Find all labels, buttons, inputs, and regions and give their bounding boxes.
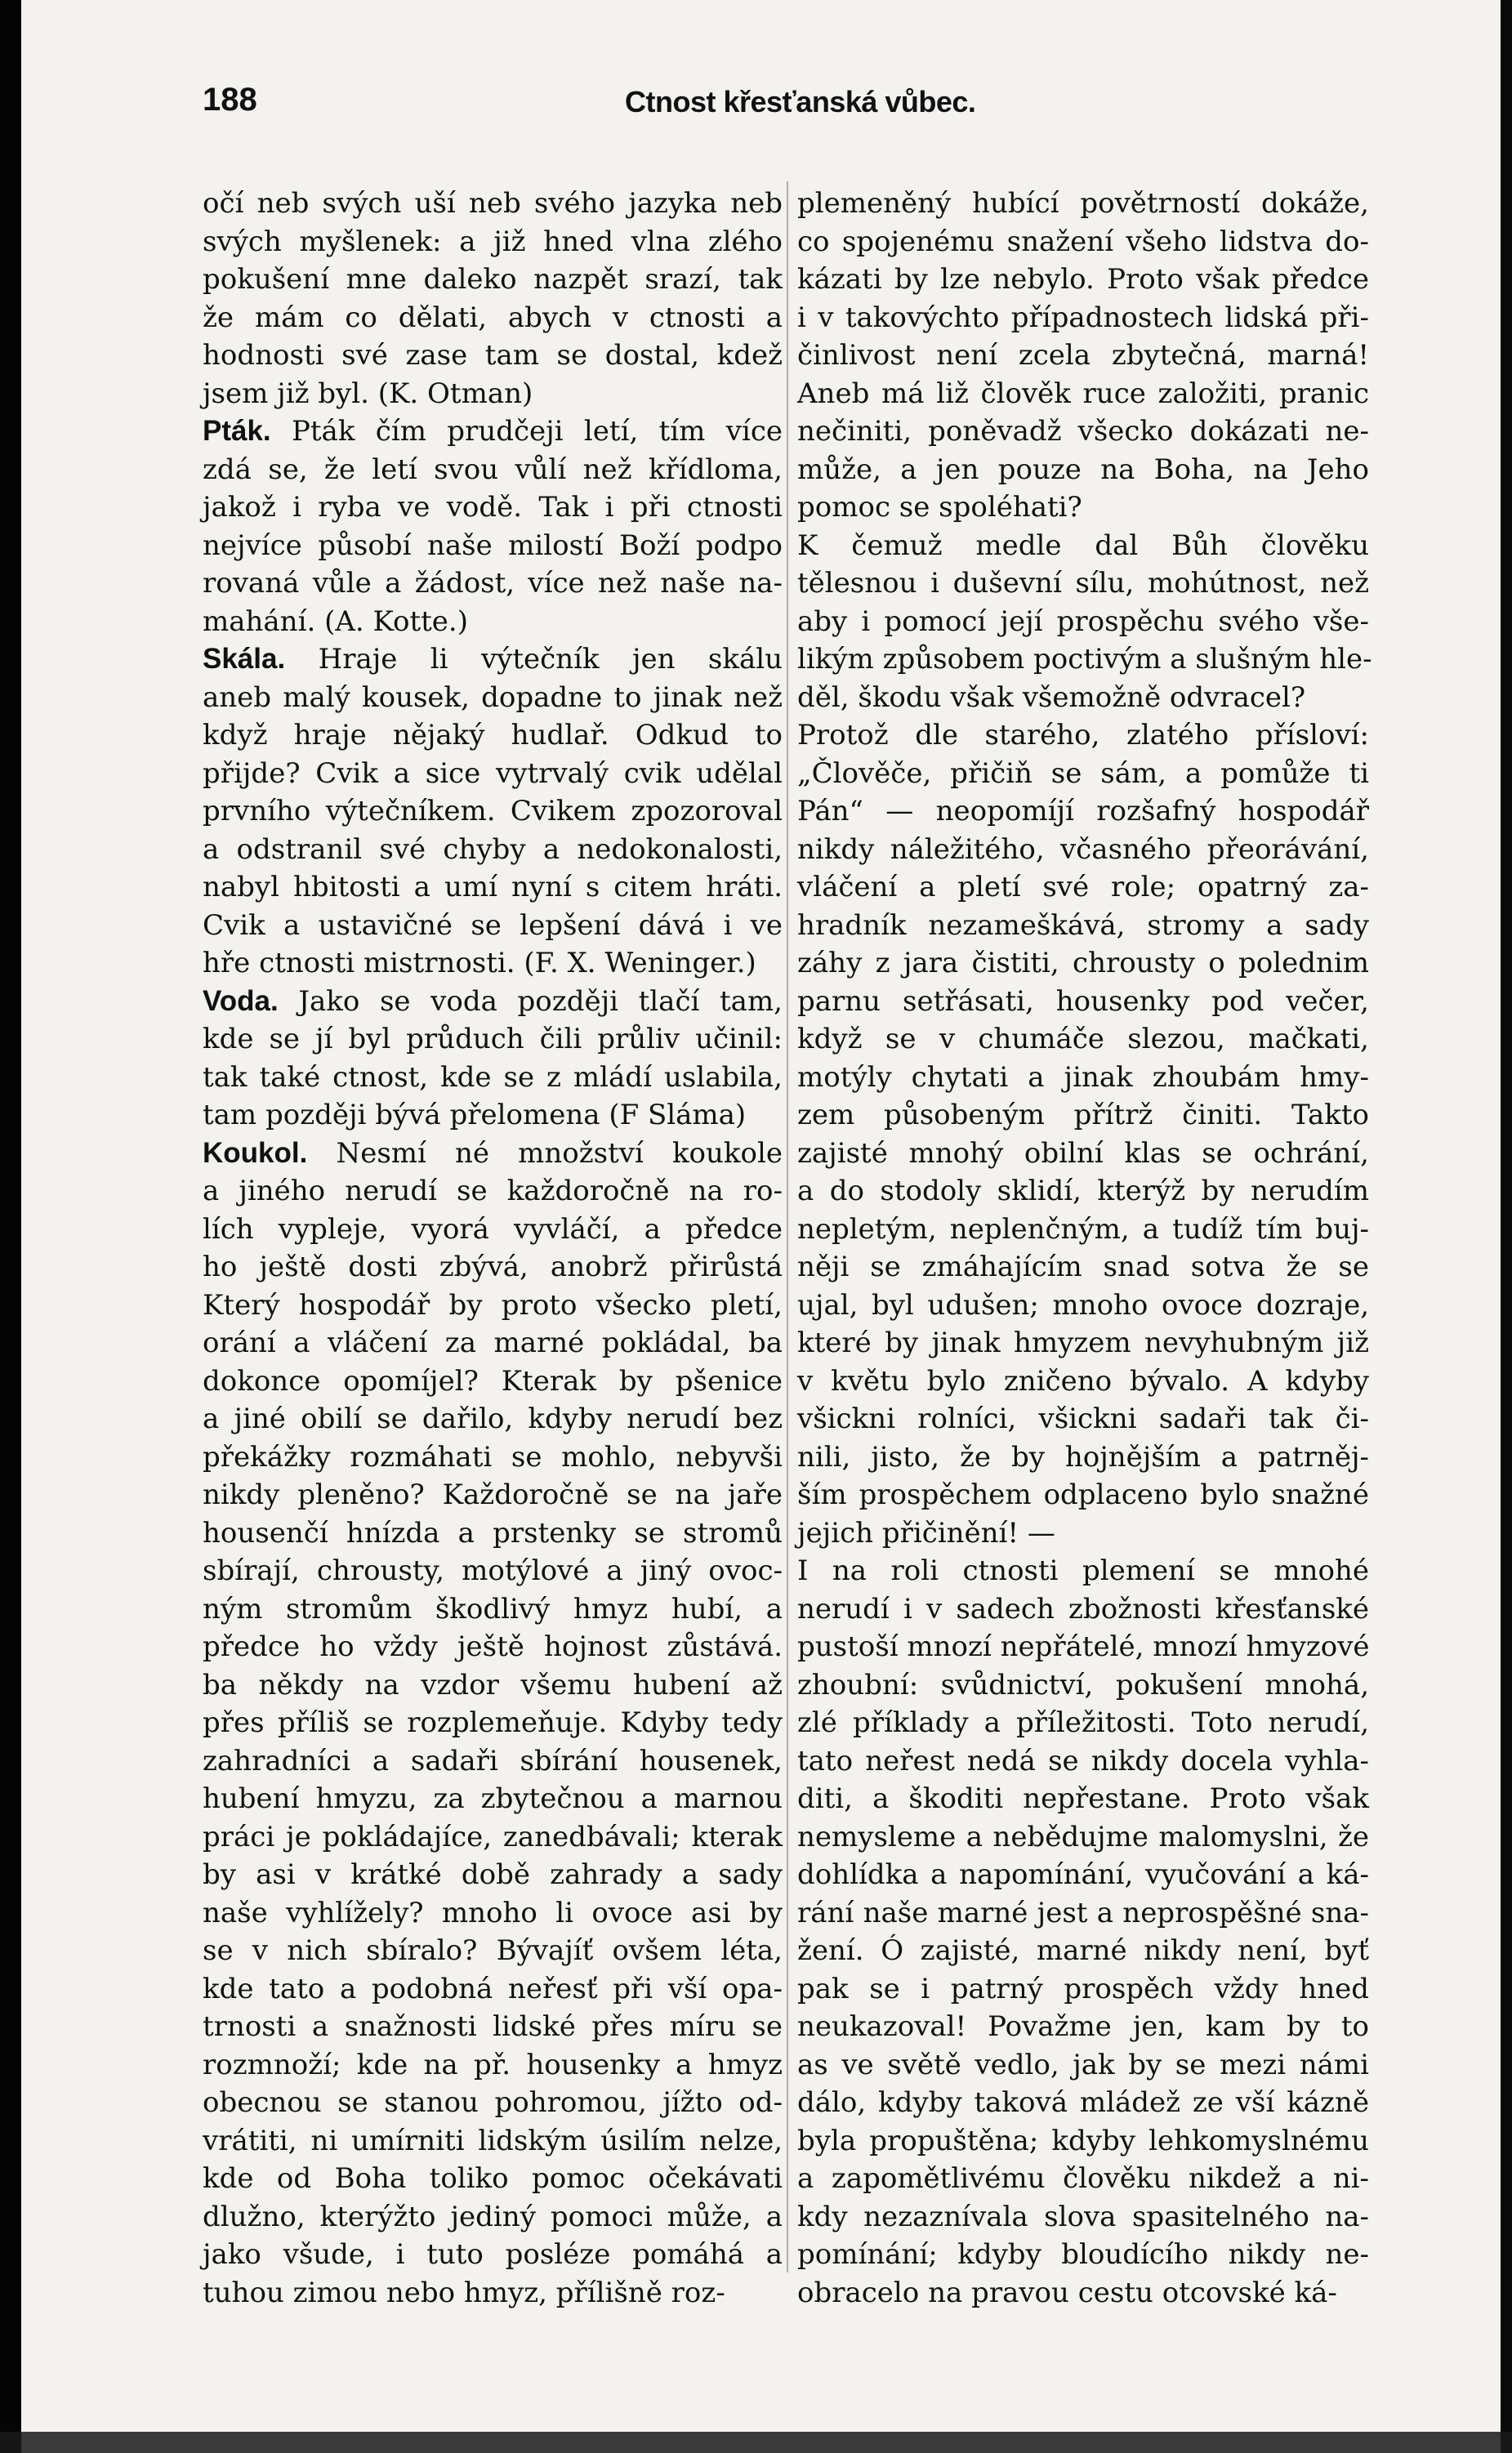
text-line: Který hospodář by proto všecko pletí, (203, 1288, 783, 1322)
text-line: pak se i patrný prospěch vždy hned (797, 1972, 1369, 2005)
scan-edge-bottom (0, 2432, 1512, 2453)
text-line: předce ho vždy ještě hojnost zůstává. (203, 1630, 783, 1663)
text-line: jsem již byl. (K. Otman) (203, 377, 533, 410)
text-line: zlé příklady a příležitosti. Toto nerudí, (797, 1706, 1369, 1739)
entry-headword: Pták. (203, 415, 271, 447)
text-line: vláčení a pletí své role; opatrný za- (797, 871, 1369, 903)
text-line: nerudí i v sadech zbožnosti křesťanské (797, 1592, 1369, 1626)
text-line: likým způsobem poctivým a slušným hle- (797, 643, 1372, 676)
text-line: rozmnoží; kde na př. housenky a hmyz (203, 2048, 783, 2081)
text-line: hře ctnosti mistrnosti. (F. X. Weninger.) (203, 947, 756, 979)
text-line: překážky rozmáhati se mohlo, nebyvši (203, 1440, 783, 1474)
text-line: Voda. Jako se voda později tlačí tam, (203, 984, 783, 1018)
text-line: tam později bývá přelomena (F Sláma) (203, 1099, 747, 1131)
text-line: parnu setřásati, housenky pod večer, (797, 984, 1369, 1018)
text-line: nepletým, neplenčným, a tudíž tím buj- (797, 1212, 1369, 1246)
text-line: aneb malý kousek, dopadne to jinak než (203, 680, 783, 714)
scan-edge-left (0, 0, 21, 2453)
text-line: očí neb svých uší neb svého jazyka neb (203, 187, 783, 220)
text-line: ujal, byl udušen; mnoho ovoce dozraje, (797, 1288, 1369, 1322)
text-line: Skála. Hraje li výtečník jen skálu (203, 643, 783, 676)
text-line: Aneb má liž člověk ruce založiti, pranic (797, 377, 1369, 410)
text-line: činlivost není zcela zbytečná, marná! (797, 339, 1369, 372)
text-line: nejvíce působí naše milostí Boží podpo (203, 529, 783, 562)
text-line: by asi v krátké době zahrady a sady (203, 1858, 783, 1891)
text-line: obecnou se stanou pohromou, jížto od- (203, 2086, 783, 2119)
text-line: tuhou zimou nebo hmyz, přílišně roz- (203, 2276, 725, 2309)
text-line: zem působeným přítrž činiti. Takto (797, 1099, 1369, 1131)
text-line: I na roli ctnosti plemení se mnohé (797, 1554, 1369, 1587)
text-line: dokonce opomíjel? Kterak by pšenice (203, 1364, 783, 1398)
text-line: pomínání; kdyby bloudícího nikdy ne- (797, 2238, 1369, 2271)
text-line: housenčí hnízda a prstenky se stromů (203, 1516, 783, 1550)
text-line: as ve světě vedlo, jak by se mezi námi (797, 2048, 1369, 2081)
text-line: zhoubní: svůdnictví, pokušení mnohá, (797, 1668, 1369, 1701)
text-line: pokušení mne daleko nazpět srazí, tak (203, 263, 783, 296)
text-line: ho ještě dosti zbývá, anobrž přirůstá (203, 1251, 783, 1283)
text-line: i v takovýchto případnostech lidská při- (797, 301, 1369, 334)
text-line: obracelo na pravou cestu otcovské ká- (797, 2276, 1337, 2309)
text-line: a jiné obilí se dařilo, kdyby nerudí bez (203, 1403, 783, 1435)
text-line: sbírají, chrousty, motýlové a jiný ovoc- (203, 1554, 783, 1587)
text-line: tělesnou i duševní sílu, mohútnost, než (797, 567, 1369, 600)
text-line: plemeněný hubící povětrností dokáže, (797, 187, 1369, 220)
text-line: vrátiti, ni umírniti lidským úsilím nelze, (203, 2124, 783, 2157)
page-number: 188 (203, 82, 257, 118)
text-line: a odstranil své chyby a nedokonalosti, (203, 832, 783, 866)
text-line: motýly chytati a jinak zhoubám hmy- (797, 1060, 1369, 1094)
text-line: kdy nezaznívala slova spasitelného na- (797, 2200, 1369, 2233)
text-line: co spojenému snažení všeho lidstva do- (797, 225, 1369, 258)
text-line: nečiniti, poněvadž všecko dokázati ne- (797, 415, 1369, 448)
text-line: nikdy náležitého, včasného přeorávání, (797, 832, 1369, 866)
running-title: Ctnost křesťanská vůbec. (625, 85, 976, 118)
text-line: tato neřest nedá se nikdy docela vyhla- (797, 1744, 1369, 1777)
text-line: tak také ctnost, kde se z mládí uslabila, (203, 1060, 783, 1094)
text-line: dohlídka a napomínání, vyučování a ká- (797, 1858, 1369, 1891)
text-line: nikdy pleněno? Každoročně se na jaře (203, 1478, 783, 1511)
text-line: všickni rolníci, všickni sadaři tak či- (797, 1403, 1369, 1435)
text-line: když se v chumáče slezou, mačkati, (797, 1023, 1369, 1055)
text-line: Protož dle starého, zlatého přísloví: (797, 719, 1369, 752)
entry-headword: Voda. (203, 984, 279, 1017)
text-line: zajisté mnohý obilní klas se ochrání, (797, 1136, 1369, 1170)
text-line: přes příliš se rozplemeňuje. Kdyby tedy (203, 1706, 783, 1739)
text-line: přijde? Cvik a sice vytrvalý cvik udělal (203, 756, 783, 790)
text-line: kde od Boha toliko pomoc očekávati (203, 2162, 783, 2195)
text-line: ba někdy na vzdor všemu hubení až (203, 1668, 783, 1701)
text-line: rovaná vůle a žádost, více než naše na- (203, 567, 783, 600)
text-line: žení. Ó zajisté, marné nikdy není, byť (797, 1934, 1369, 1967)
text-line: Pták. Pták čím prudčeji letí, tím více (203, 415, 783, 448)
scan-edge-right (1501, 0, 1512, 2453)
text-line: Pán“ — neopomíjí rozšafný hospodář (797, 795, 1369, 827)
text-line: diti, a škoditi nepřestane. Proto však (797, 1782, 1369, 1815)
text-line: v květu bylo zničeno bývalo. A kdyby (797, 1364, 1369, 1398)
text-line: se v nich sbíralo? Bývajíť ovšem léta, (203, 1934, 783, 1967)
text-line: Koukol. Nesmí né množství koukole (203, 1136, 783, 1170)
right-column (797, 185, 1372, 2312)
text-line: nabyl hbitosti a umí nyní s citem hráti. (203, 871, 783, 903)
text-line: dlužno, kterýžto jediný pomoci může, a (203, 2200, 783, 2233)
text-line: a jiného nerudí se každoročně na ro- (203, 1175, 783, 1207)
text-line: něji se zmáhajícím snad sotva že se (797, 1251, 1369, 1283)
text-line: hubení hmyzu, za zbytečnou a marnou (203, 1782, 783, 1815)
text-line: svých myšlenek: a již hned vlna zlého (203, 225, 783, 258)
text-line: prvního výtečníkem. Cvikem zpozoroval (203, 795, 783, 827)
text-line: hradník nezameškává, stromy a sady (797, 908, 1369, 942)
text-line: zahradníci a sadaři sbírání housenek, (203, 1744, 783, 1777)
text-line: byla propuštěna; kdyby lehkomyslnému (797, 2124, 1369, 2157)
text-line: neukazoval! Považme jen, kam by to (797, 2010, 1369, 2043)
text-line: děl, škodu však všemožně odvracel? (797, 680, 1306, 714)
text-line: a do stodoly sklidí, kterýž by nerudím (797, 1175, 1369, 1207)
text-line: aby i pomocí její prospěchu svého vše- (797, 604, 1369, 638)
text-line: hodnosti své zase tam se dostal, kdež (203, 339, 783, 372)
text-line: pomoc se spoléhati? (797, 491, 1082, 524)
text-line: ným stromům škodlivý hmyz hubí, a (203, 1592, 783, 1626)
text-line: práci je pokládajíce, zanedbávali; kterak (203, 1820, 783, 1853)
text-line: trnosti a snažnosti lidské přes míru se (203, 2010, 783, 2043)
text-line: kázati by lze nebylo. Proto však předce (797, 263, 1369, 296)
text-line: mahání. (A. Kotte.) (203, 604, 468, 638)
text-line: zdá se, že letí svou vůlí než křídloma, (203, 453, 783, 486)
text-line: ším prospěchem odplaceno bylo snažné (797, 1478, 1369, 1511)
text-line: jako všude, i tuto posléze pomáhá a (203, 2238, 783, 2271)
text-line: kde tato a podobná neřesť při vší opa- (203, 1972, 783, 2005)
left-column (203, 185, 783, 2312)
entry-headword: Koukol. (203, 1136, 308, 1169)
entry-headword: Skála. (203, 643, 286, 675)
text-line: orání a vláčení za marné pokládal, ba (203, 1327, 783, 1359)
column-divider (787, 181, 788, 2272)
text-line: jakož i ryba ve vodě. Tak i při ctnosti (203, 491, 783, 524)
text-line: lích vypleje, vyorá vyvláčí, a předce (203, 1212, 783, 1246)
text-line: jejich přičinění! — (797, 1516, 1055, 1550)
text-line: a zapomětlivému člověku nikdež a ni- (797, 2162, 1369, 2195)
text-line: když hraje nějaký hudlař. Odkud to (203, 719, 783, 752)
text-line: může, a jen pouze na Boha, na Jeho (797, 453, 1369, 486)
text-line: Cvik a ustavičné se lepšení dává i ve (203, 908, 783, 942)
text-line: záhy z jara čistiti, chrousty o polednim (797, 947, 1369, 979)
text-line: které by jinak hmyzem nevyhubným již (797, 1327, 1369, 1359)
text-line: rání naše marné jest a neprospěšné sna- (797, 1896, 1369, 1929)
text-line: kde se jí byl průduch čili průliv učinil: (203, 1023, 783, 1055)
text-line: K čemuž medle dal Bůh člověku (797, 529, 1369, 562)
text-line: dálo, kdyby taková mládež ze vší kázně (797, 2086, 1369, 2119)
text-line: že mám co dělati, abych v ctnosti a (203, 301, 783, 334)
text-line: pustoší mnozí nepřátelé, mnozí hmyzové (797, 1630, 1370, 1663)
text-line: nemysleme a nebědujme malomyslni, že (797, 1820, 1369, 1853)
text-line: „Člověče, přičiň se sám, a pomůže ti (797, 756, 1369, 790)
text-line: naše vyhlížely? mnoho li ovoce asi by (203, 1896, 783, 1929)
text-line: nili, jisto, že by hojnějším a patrněj- (797, 1440, 1369, 1474)
